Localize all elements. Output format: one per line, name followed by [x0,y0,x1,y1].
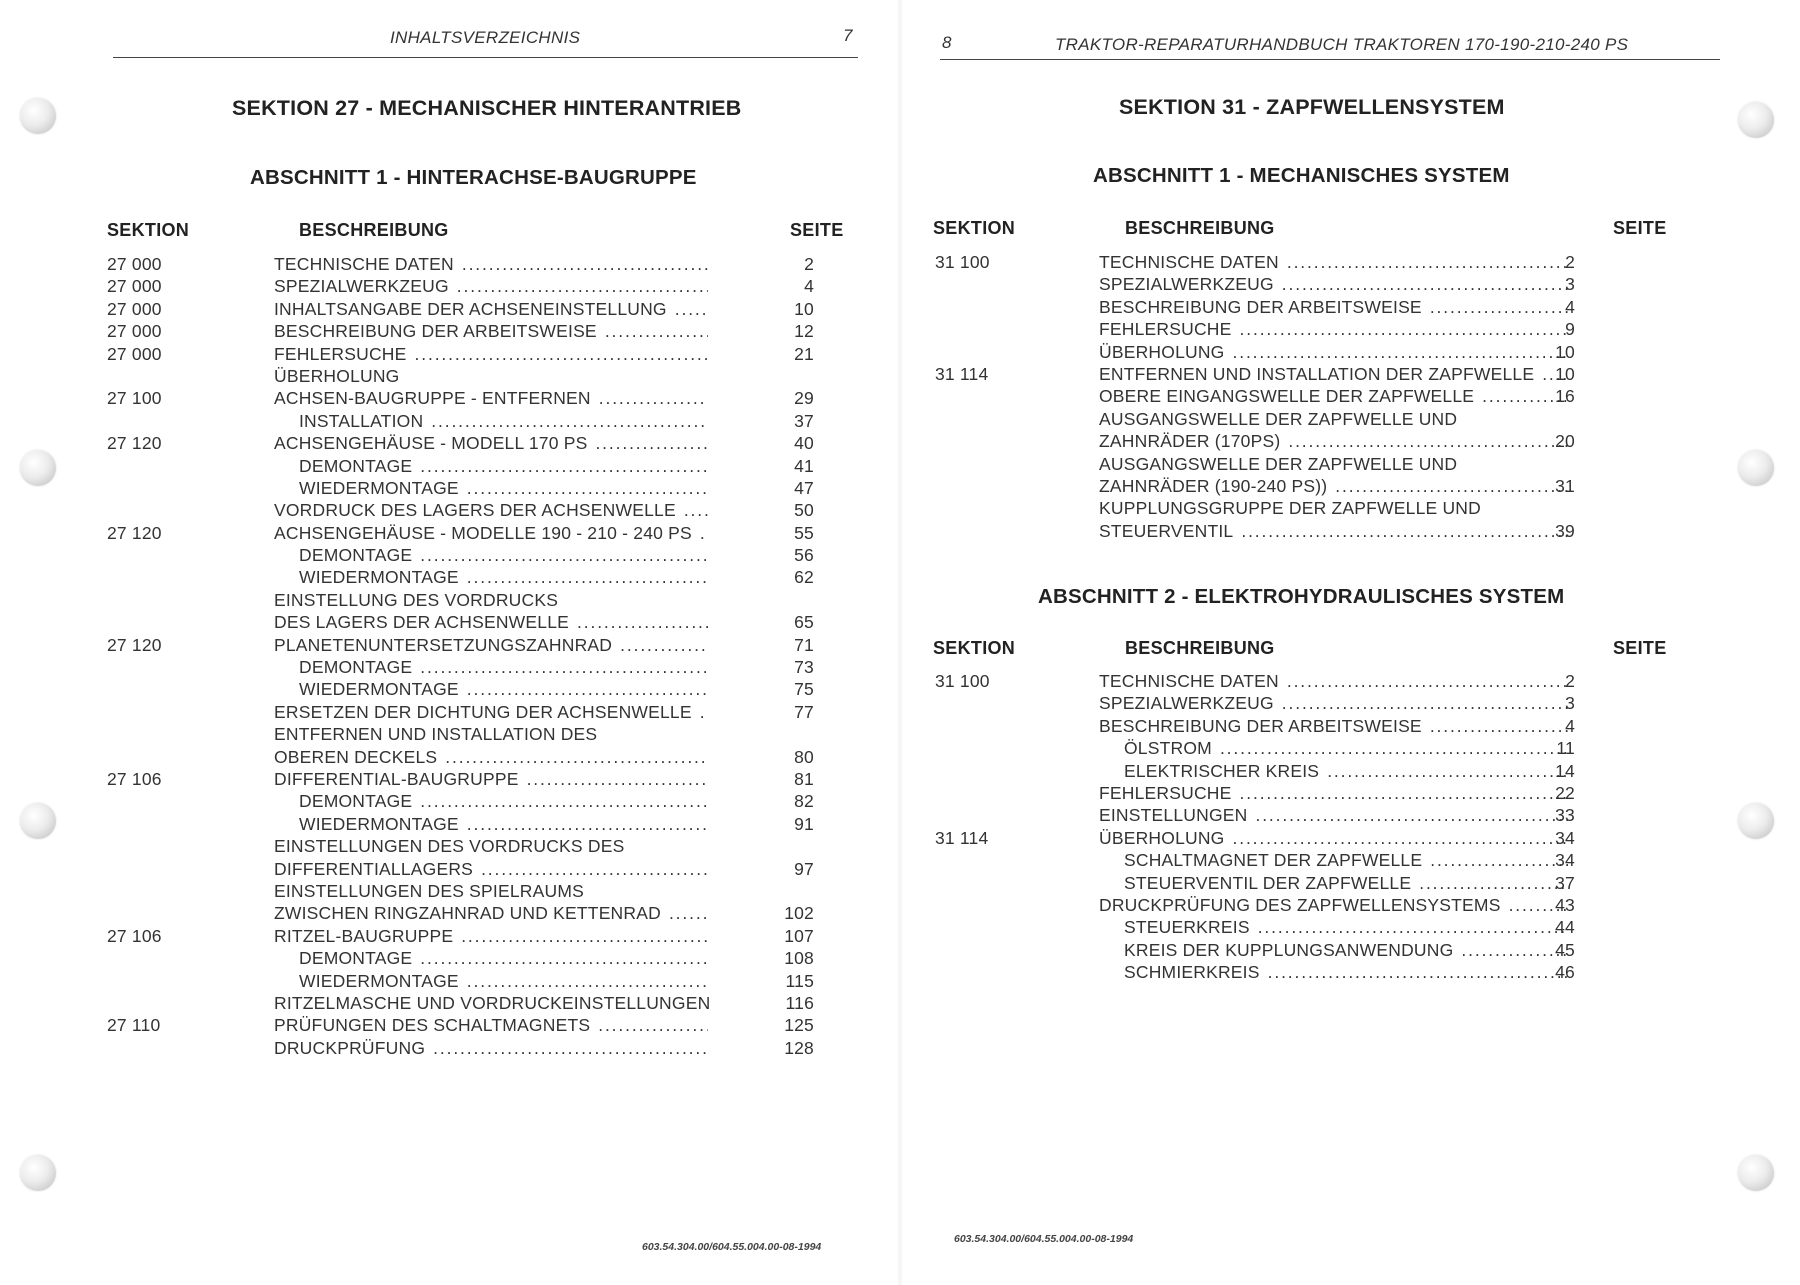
abschnitt1-title-right: ABSCHNITT 1 - MECHANISCHES SYSTEM [1093,164,1510,187]
punch-hole [1738,102,1774,138]
toc-row [935,341,1645,363]
toc-page-number: 2 [804,254,814,274]
toc-page-number: 29 [794,388,814,409]
toc-page-number: 80 [794,746,814,767]
toc-entry-title: DIFFERENTIALLAGERS [274,858,474,879]
punch-hole [20,803,56,839]
toc-entry-title: EINSTELLUNGEN DES VORDRUCKS DES [274,836,625,857]
toc-page-number: 9 [1565,319,1575,340]
toc-entry-title: ZWISCHEN RINGZAHNRAD UND KETTENRAD [274,903,661,924]
toc-entry-title: DEMONTAGE [299,791,413,812]
toc-page-number: 2 [1565,671,1575,691]
toc-entry-title: KREIS DER KUPPLUNGSANWENDUNG [1124,939,1454,960]
toc-entry-title: ELEKTRISCHER KREIS [1124,760,1320,781]
toc-page-number: 4 [1565,715,1575,736]
dot-leader [420,790,708,812]
toc-page-number: 22 [1555,782,1575,803]
toc-row [107,566,817,588]
dot-leader [1287,670,1568,692]
header-rule-left [113,57,858,58]
footer-left: 603.54.304.00/604.55.004.00-08-1994 [642,1241,822,1253]
right-page [900,0,1800,1285]
toc-row [935,363,1645,385]
dot-leader [595,432,708,454]
dot-leader [433,1037,708,1059]
dot-leader [527,768,708,790]
dot-leader [415,343,708,365]
dot-leader [1233,827,1569,849]
toc-page-number: 55 [794,522,814,543]
toc-entry-title: ERSETZEN DER DICHTUNG DER ACHSENWELLE [274,701,692,722]
punch-hole [20,450,56,486]
dot-leader [1220,737,1568,759]
toc-row [107,656,817,678]
toc-page-number: 4 [1565,296,1575,317]
toc-page-number: 91 [794,813,814,834]
toc-entry-title: PRÜFUNGEN DES SCHALTMAGNETS [274,1015,591,1036]
toc-entry-title: ZAHNRÄDER (190-240 PS)) [1099,475,1328,496]
toc-row [935,475,1645,497]
toc-page-number: 108 [784,948,814,969]
toc-page-number: 45 [1555,939,1575,960]
toc-row [107,544,817,566]
toc-page-number: 3 [1565,274,1575,295]
dot-leader [700,701,708,723]
toc-page-number: 2 [1565,252,1575,272]
toc-row [935,827,1645,849]
toc-page-number: 65 [794,612,814,633]
punch-hole [1738,803,1774,839]
toc-row [107,634,817,656]
toc-page-number: 41 [794,455,814,476]
toc-row [107,611,817,633]
toc-row [935,872,1645,894]
toc-page-number: 116 [785,992,814,1013]
page-number-right: 8 [942,33,952,52]
dot-leader [420,656,708,678]
toc-row [107,320,817,342]
toc-entry-title: FEHLERSUCHE [1099,319,1232,340]
col-head-sektion-right-2: SEKTION [933,638,1016,658]
toc-page-number: 82 [794,791,814,812]
toc-list-right-2 [935,670,1645,983]
toc-entry-title: DEMONTAGE [299,545,413,566]
dot-leader [1255,804,1568,826]
toc-row [107,947,817,969]
toc-page-number: 62 [794,567,814,588]
toc-entry-title: ACHSENGEHÄUSE - MODELLE 190 - 210 - 240 PS [274,522,692,543]
toc-entry-title: DRUCKPRÜFUNG [274,1037,426,1058]
toc-entry-title: AUSGANGSWELLE DER ZAPFWELLE UND [1099,408,1458,429]
dot-leader [1258,916,1568,938]
footer-right: 603.54.304.00/604.55.004.00-08-1994 [954,1233,1134,1245]
col-head-beschreibung-right-1: BESCHREIBUNG [1125,218,1275,238]
toc-page-number: 4 [804,276,814,297]
toc-page-number: 77 [794,701,814,722]
toc-sektion: 27 000 [107,321,162,342]
dot-leader [1282,692,1568,714]
toc-page-number: 125 [784,1015,814,1036]
toc-row [107,343,817,365]
toc-row [107,298,817,320]
toc-entry-title: ÖLSTROM [1124,738,1212,759]
toc-entry-title: DEMONTAGE [299,657,413,678]
toc-entry-title: ACHSEN-BAUGRUPPE - ENTFERNEN [274,388,591,409]
col-head-beschreibung-right-2: BESCHREIBUNG [1125,638,1275,658]
toc-row [107,701,817,723]
toc-row [107,522,817,544]
col-head-seite-right-1: SEITE [1613,218,1667,238]
toc-entry-title: VORDRUCK DES LAGERS DER ACHSENWELLE [274,500,676,521]
toc-row [107,746,817,768]
toc-sektion: 27 120 [107,433,162,454]
toc-row [935,939,1645,961]
toc-page-number: 43 [1555,894,1575,915]
toc-row [107,880,817,902]
toc-row [107,387,817,409]
toc-sektion: 31 114 [935,363,989,384]
toc-row [935,318,1645,340]
dot-leader [700,522,708,544]
toc-entry-title: WIEDERMONTAGE [299,679,459,700]
dot-leader [1287,251,1568,273]
abschnitt-title-left: ABSCHNITT 1 - HINTERACHSE-BAUGRUPPE [250,166,697,189]
toc-page-number: 31 [1555,475,1575,496]
toc-row [107,858,817,880]
section-title-left: SEKTION 27 - MECHANISCHER HINTERANTRIEB [232,96,742,120]
toc-row [935,804,1645,826]
toc-row [935,894,1645,916]
toc-page-number: 107 [784,925,814,946]
toc-page-number: 73 [794,657,814,678]
toc-entry-title: SPEZIALWERKZEUG [274,276,449,297]
toc-entry-title: DES LAGERS DER ACHSENWELLE [274,612,570,633]
toc-row [935,715,1645,737]
toc-row [107,410,817,432]
abschnitt2-title-right: ABSCHNITT 2 - ELEKTROHYDRAULISCHES SYSTEM [1038,585,1565,608]
toc-sektion: 27 000 [107,298,162,319]
toc-entry-title: RITZEL-BAUGRUPPE [274,925,454,946]
toc-row [107,589,817,611]
toc-entry-title: WIEDERMONTAGE [299,567,459,588]
toc-entry-title: SPEZIALWERKZEUG [1099,274,1274,295]
toc-entry-title: SCHMIERKREIS [1124,962,1260,983]
running-head-right: TRAKTOR-REPARATURHANDBUCH TRAKTOREN 170-190-210-240 PS [1055,35,1629,54]
toc-page-number: 115 [785,970,814,991]
toc-page-number: 39 [1555,520,1575,541]
punch-hole [1738,1155,1774,1191]
toc-entry-title: KUPPLUNGSGRUPPE DER ZAPFWELLE UND [1099,498,1481,519]
toc-entry-title: DEMONTAGE [299,455,413,476]
toc-page-number: 128 [784,1037,814,1058]
toc-entry-title: ÜBERHOLUNG [1099,827,1225,848]
dot-leader [669,902,708,924]
toc-entry-title: WIEDERMONTAGE [299,970,459,991]
dot-leader [1288,430,1568,452]
dot-leader [598,1014,708,1036]
toc-entry-title: ENTFERNEN UND INSTALLATION DES [274,724,598,745]
punch-hole [1738,450,1774,486]
toc-row [935,849,1645,871]
toc-sektion: 31 100 [935,671,990,691]
toc-sektion: 27 000 [107,343,162,364]
toc-page-number: 40 [794,433,814,454]
toc-row [935,453,1645,475]
dot-leader [445,746,708,768]
toc-entry-title: BESCHREIBUNG DER ARBEITSWEISE [1099,296,1422,317]
dot-leader [467,566,708,588]
punch-hole [20,1155,56,1191]
toc-entry-title: OBEREN DECKELS [274,746,438,767]
toc-page-number: 102 [784,903,814,924]
toc-entry-title: RITZELMASCHE UND VORDRUCKEINSTELLUNGEN [274,992,711,1013]
header-rule-right [940,59,1720,60]
toc-page-number: 56 [794,545,814,566]
toc-page-number: 37 [794,410,814,431]
dot-leader [1240,782,1568,804]
dot-leader [1268,961,1568,983]
toc-page-number: 34 [1555,850,1575,871]
toc-page-number: 75 [794,679,814,700]
toc-row [107,678,817,700]
toc-row [107,790,817,812]
dot-leader [577,611,708,633]
dot-leader [599,387,708,409]
toc-page-number: 20 [1555,431,1575,452]
dot-leader [684,499,708,521]
toc-entry-title: STEUERVENTIL [1099,520,1234,541]
toc-row [107,365,817,387]
dot-leader [1241,520,1568,542]
toc-entry-title: TECHNISCHE DATEN [1099,252,1279,272]
toc-entry-title: AUSGANGSWELLE DER ZAPFWELLE UND [1099,453,1458,474]
toc-sektion: 27 106 [107,925,162,946]
toc-entry-title: FEHLERSUCHE [274,343,407,364]
col-head-beschreibung-left: BESCHREIBUNG [299,220,449,240]
toc-entry-title: TECHNISCHE DATEN [274,254,454,274]
toc-page-number: 3 [1565,693,1575,714]
toc-row [935,408,1645,430]
dot-leader [675,298,708,320]
toc-entry-title: EINSTELLUNGEN [1099,805,1248,826]
section-title-right: SEKTION 31 - ZAPFWELLENSYSTEM [1119,95,1505,119]
toc-page-number: 10 [794,298,814,319]
toc-entry-title: SPEZIALWERKZEUG [1099,693,1274,714]
toc-row [935,961,1645,983]
dot-leader [481,858,708,880]
toc-sektion: 31 100 [935,252,990,272]
col-head-seite-right-2: SEITE [1613,638,1667,658]
toc-page-number: 14 [1555,760,1575,781]
running-head-left: INHALTSVERZEICHNIS [390,28,581,47]
toc-row [107,477,817,499]
toc-sektion: 27 106 [107,768,162,789]
toc-entry-title: EINSTELLUNG DES VORDRUCKS [274,589,559,610]
toc-list-left [107,253,817,1059]
toc-page-number: 10 [1555,341,1575,362]
toc-page-number: 81 [794,768,814,789]
toc-sektion: 27 120 [107,522,162,543]
toc-row [935,296,1645,318]
toc-row [107,432,817,454]
toc-row [935,385,1645,407]
toc-row [107,970,817,992]
dot-leader [462,253,708,275]
toc-row [935,692,1645,714]
dot-leader [467,813,708,835]
toc-sektion: 27 000 [107,254,162,274]
punch-hole [20,98,56,134]
toc-row [107,768,817,790]
toc-entry-title: DRUCKPRÜFUNG DES ZAPFWELLENSYSTEMS [1099,894,1501,915]
toc-row [935,251,1645,273]
toc-entry-title: ÜBERHOLUNG [274,365,400,386]
toc-row [107,499,817,521]
dot-leader [420,947,708,969]
toc-row [935,430,1645,452]
toc-entry-title: SCHALTMAGNET DER ZAPFWELLE [1124,850,1423,871]
toc-entry-title: BESCHREIBUNG DER ARBEITSWEISE [274,321,597,342]
toc-row [107,925,817,947]
toc-entry-title: TECHNISCHE DATEN [1099,671,1279,691]
toc-row [107,1037,817,1059]
dot-leader [467,970,708,992]
toc-row [107,253,817,275]
dot-leader [467,678,708,700]
toc-entry-title: BESCHREIBUNG DER ARBEITSWEISE [1099,715,1422,736]
toc-entry-title: STEUERVENTIL DER ZAPFWELLE [1124,872,1412,893]
toc-page-number: 21 [794,343,814,364]
toc-entry-title: ZAHNRÄDER (170PS) [1099,431,1281,452]
toc-sektion: 27 120 [107,634,162,655]
toc-entry-title: DEMONTAGE [299,948,413,969]
toc-row [935,760,1645,782]
toc-row [107,902,817,924]
dot-leader [431,410,708,432]
toc-page-number: 50 [794,500,814,521]
toc-entry-title: DIFFERENTIAL-BAUGRUPPE [274,768,519,789]
toc-page-number: 33 [1555,805,1575,826]
toc-row [107,455,817,477]
toc-row [107,835,817,857]
toc-entry-title: OBERE EINGANGSWELLE DER ZAPFWELLE [1099,386,1475,407]
toc-row [107,813,817,835]
toc-page-number: 34 [1555,827,1575,848]
dot-leader [620,634,708,656]
toc-page-number: 37 [1555,872,1575,893]
toc-row [935,273,1645,295]
toc-entry-title: INHALTSANGABE DER ACHSENEINSTELLUNG [274,298,667,319]
toc-row [935,497,1645,519]
toc-entry-title: WIEDERMONTAGE [299,477,459,498]
dot-leader [605,320,708,342]
toc-row [935,782,1645,804]
toc-row [107,992,817,1014]
toc-row [107,275,817,297]
dot-leader [461,925,708,947]
toc-page-number: 11 [1556,738,1575,759]
toc-row [935,737,1645,759]
toc-page-number: 16 [1555,386,1575,407]
toc-entry-title: ÜBERHOLUNG [1099,341,1225,362]
toc-page-number: 44 [1555,917,1575,938]
dot-leader [1233,341,1569,363]
toc-entry-title: ENTFERNEN UND INSTALLATION DER ZAPFWELLE [1099,363,1535,384]
dot-leader [420,544,708,566]
dot-leader [467,477,708,499]
toc-entry-title: EINSTELLUNGEN DES SPIELRAUMS [274,880,584,901]
toc-sektion: 27 100 [107,388,162,409]
toc-page-number: 71 [794,634,814,655]
dot-leader [1282,273,1568,295]
toc-page-number: 12 [794,321,814,342]
toc-row [935,670,1645,692]
col-head-sektion-left: SEKTION [107,220,190,240]
toc-page-number: 10 [1555,363,1575,384]
toc-page-number: 97 [794,858,814,879]
dot-leader [420,455,708,477]
toc-sektion: 31 114 [935,827,989,848]
toc-row [935,916,1645,938]
toc-entry-title: FEHLERSUCHE [1099,782,1232,803]
toc-page-number: 47 [794,477,814,498]
toc-entry-title: PLANETENUNTERSETZUNGSZAHNRAD [274,634,613,655]
toc-list-right-1 [935,251,1645,542]
toc-sektion: 27 110 [107,1015,161,1036]
toc-page-number: 46 [1555,962,1575,983]
page-number-left: 7 [843,26,853,45]
toc-entry-title: INSTALLATION [299,410,424,431]
col-head-sektion-right-1: SEKTION [933,218,1016,238]
dot-leader [457,275,708,297]
toc-entry-title: WIEDERMONTAGE [299,813,459,834]
toc-row [107,723,817,745]
toc-row [935,520,1645,542]
toc-entry-title: STEUERKREIS [1124,917,1250,938]
toc-entry-title: ACHSENGEHÄUSE - MODELL 170 PS [274,433,588,454]
dot-leader [1240,318,1568,340]
col-head-seite-left: SEITE [790,220,844,240]
toc-sektion: 27 000 [107,276,162,297]
toc-row [107,1014,817,1036]
